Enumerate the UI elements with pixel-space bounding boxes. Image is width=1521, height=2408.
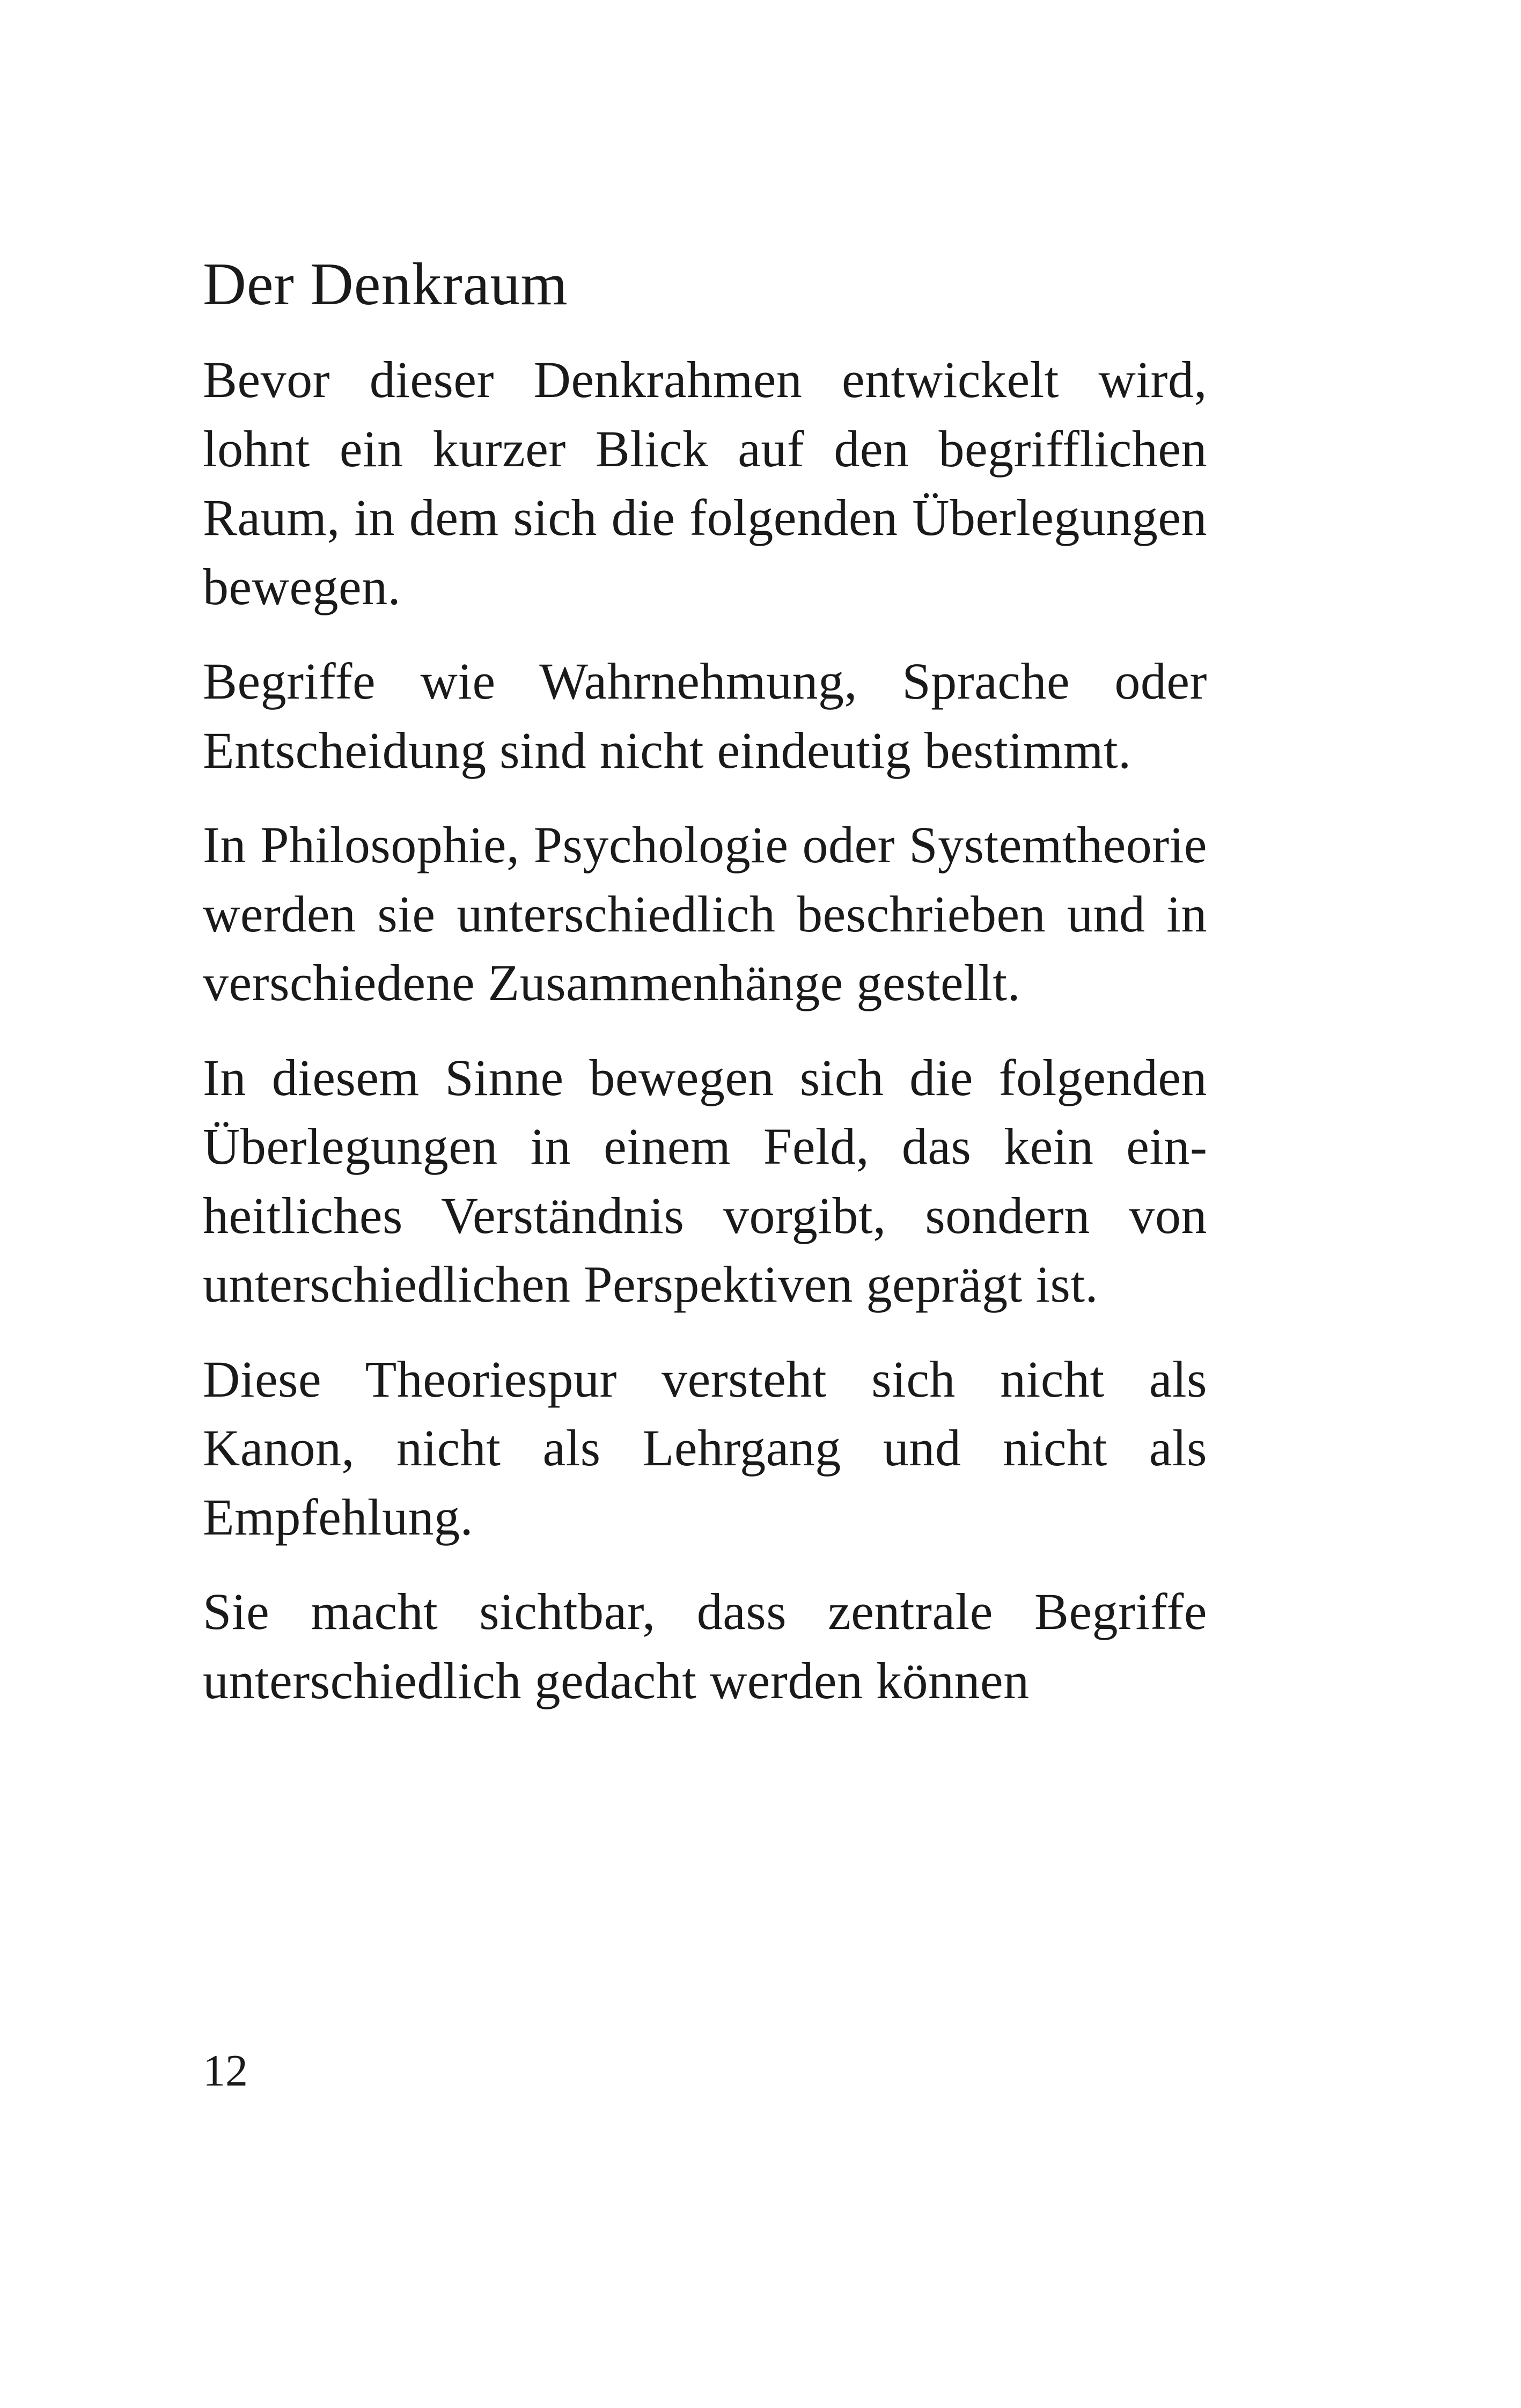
section-heading: Der Denkraum [203,251,568,318]
paragraph-1: Bevor dieser Denkrahmen entwickelt wird, lohnt ein kurzer Blick auf den begrifflichen Raum, in dem sich die folgenden Überlegungen bewegen. [203,351,1207,615]
page-content [203,241,1207,1715]
page-number: 12 [203,2046,248,2096]
paragraph-6: Sie macht sichtbar, dass zentrale Begriffe unterschiedlich gedacht werden können [203,1583,1207,1709]
paragraph-4: In diesem Sinne bewegen sich die folgenden Überlegungen in einem Feld, das kein einheitliches Verständnis vorgibt, sondern von unterschiedlichen Perspektiven geprägt ist. [203,1048,1207,1313]
paragraph-3: In Philosophie, Psychologie oder Systemtheorie werden sie unterschiedlich beschrieben und in verschiedene Zusammenhänge gestellt. [203,816,1207,1011]
paragraph-5: Diese Theoriespur versteht sich nicht als Kanon, nicht als Lehrgang und nicht als Empfehlung. [203,1350,1207,1546]
paragraph-2: Begriffe wie Wahrnehmung, Sprache oder Entscheidung sind nicht eindeutig bestimmt. [203,652,1207,779]
